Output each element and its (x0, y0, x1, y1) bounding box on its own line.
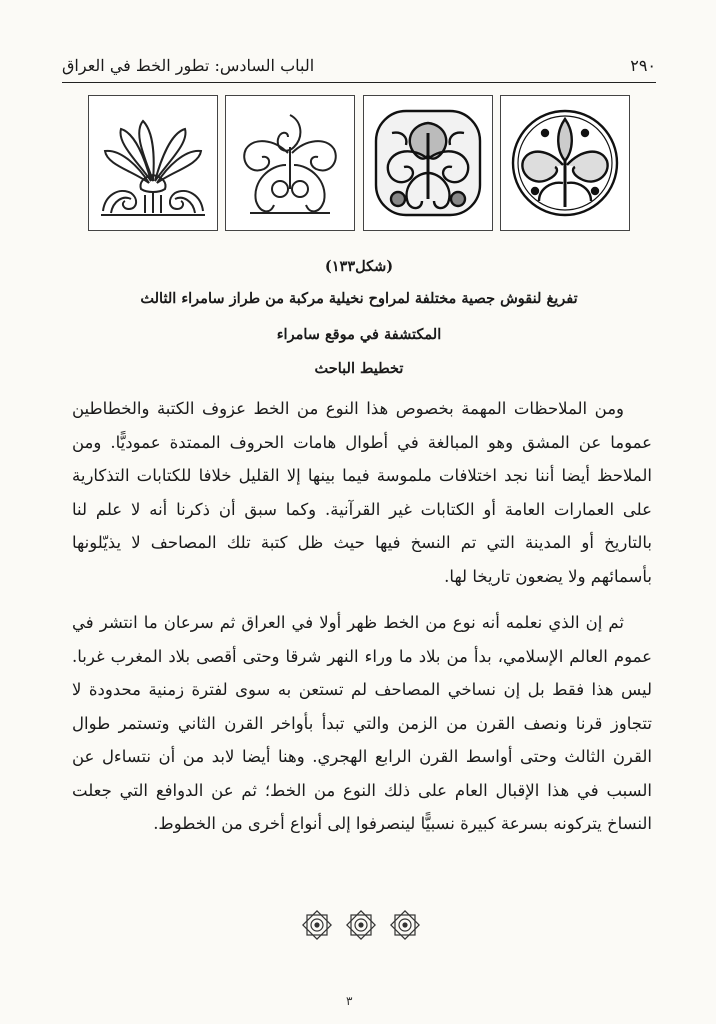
figure-credit: تخطيط الباحث (314, 360, 404, 377)
body-text (72, 392, 652, 841)
paragraph-1: ومن الملاحظات المهمة بخصوص هذا النوع من الخط عزوف الكتبة والخطاطين عموما عن المشق وهو المبالغة في أطوال هامات الحروف الممتدة عموديًّا. ومن الملاحظ أيضا أننا نجد اختلافات ملموسة فيما بينها إلا القليل خلافا للكتابات التذكارية على العمارات العامة أو الكتابات غير القرآنية. وكما سبق أن ذكرنا أنه لا علم لنا بالتاريخ أو المدينة التي تم النسخ فيها حيث ظل كتبة تلك المصاحف لا يذيّلونها بأسمائهم ولا يضعون تاريخا لها. (72, 399, 652, 586)
eight-point-rosette-icon (300, 908, 334, 942)
figure-caption-line-1: تفريغ لنقوش جصية مختلفة لمراوح نخيلية مركبة من طراز سامراء الثالث (140, 290, 578, 307)
palmette-leaves-icon (230, 103, 350, 223)
running-title: الباب السادس: تطور الخط في العراق (62, 55, 315, 75)
figure-panel-2 (225, 95, 355, 231)
running-header (62, 50, 656, 80)
eight-point-rosette-icon (344, 908, 378, 942)
folio-mark: ٣ (346, 994, 353, 1008)
figure-caption-line-2: المكتشفة في موقع سامراء (276, 326, 442, 343)
paragraph-2: ثم إن الذي نعلمه أنه نوع من الخط ظهر أولا في العراق ثم سرعان ما انتشر في عموم العالم الإسلامي، بدأ من بلاد ما وراء النهر شرقا وحتى أقصى بلاد المغرب غربا. ليس هذا فقط بل إن نساخي المصاحف لم تستعن به سوى لفترة زمنية محدودة لا تتجاوز قرنا ونصف القرن من الزمن والتي تبدأ بأواخر القرن الثاني وتستمر طوال القرن الثالث وحتى أواسط القرن الرابع الهجري. وهنا أيضا لابد من أن نتساءل عن السبب في هذا الإقبال العام على ذلك النوع من الخط؛ ثم عن الدوافع التي جعلت النساخ يتركونه بسرعة كبيرة نسبيًّا لينصرفوا إلى أنواع أخرى من الخطوط. (72, 613, 652, 833)
section-ornaments (300, 908, 422, 942)
header-rule (62, 82, 656, 83)
palmette-outline-icon (93, 103, 213, 223)
page-number: ٢٩٠ (630, 55, 656, 75)
figure-label: (شكل١٣٣) (324, 258, 394, 275)
figure-strip (88, 95, 630, 235)
rosette-medallion-icon (505, 103, 625, 223)
figure-panel-4 (500, 95, 630, 231)
figure-panel-1 (88, 95, 218, 231)
arabesque-panel-icon (368, 103, 488, 223)
eight-point-rosette-icon (388, 908, 422, 942)
figure-panel-3 (363, 95, 493, 231)
